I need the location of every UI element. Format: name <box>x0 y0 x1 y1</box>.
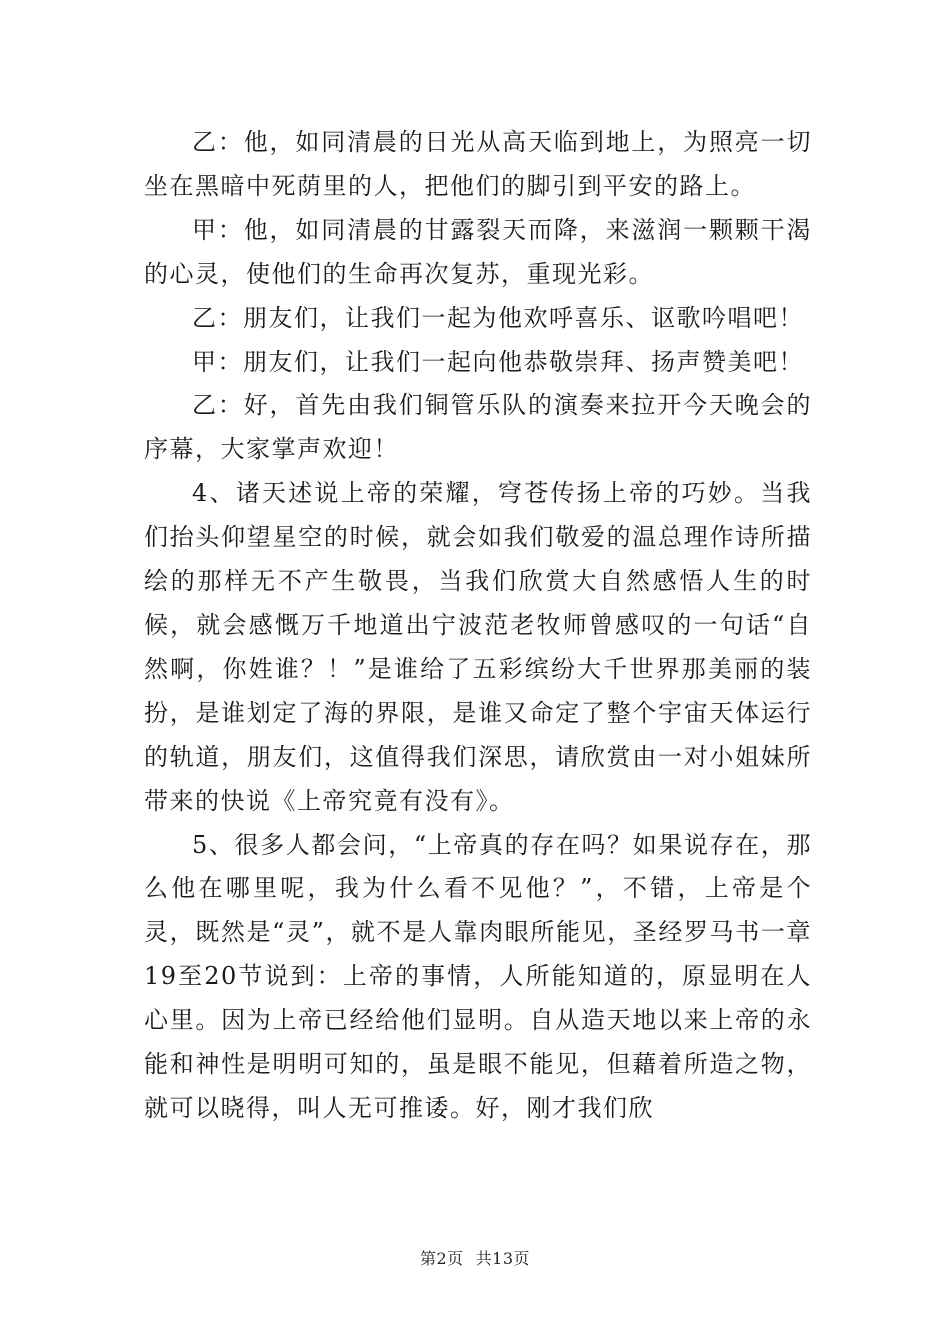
paragraph-2: 甲：他，如同清晨的甘露裂天而降，来滋润一颗颗干渴的心灵，使他们的生命再次复苏，重现光彩。 <box>144 215 812 288</box>
document-body <box>144 121 812 1131</box>
page-total: 共13页 <box>475 1249 531 1268</box>
paragraph-4: 甲：朋友们，让我们一起向他恭敬崇拜、扬声赞美吧！ <box>192 347 804 376</box>
paragraph-5: 乙：好，首先由我们铜管乐队的演奏来拉开今天晚会的序幕，大家掌声欢迎！ <box>144 391 812 464</box>
page-footer <box>0 1246 950 1269</box>
page-number: 第2页 <box>419 1249 464 1268</box>
paragraph-3: 乙：朋友们，让我们一起为他欢呼喜乐、讴歌吟唱吧！ <box>192 303 804 332</box>
paragraph-7: 5、很多人都会问，“上帝真的存在吗？如果说存在，那么他在哪里呢，我为什么看不见他？”，不错，上帝是个灵，既然是“灵”，就不是人靠肉眼所能见，圣经罗马书一章19至20节说到：上帝的事情，人所能知道的，原显明在人心里。因为上帝已经给他们显明。自从造天地以来上帝的永能和神性是明明可知的，虽是眼不能见，但藉着所造之物，就可以晓得，叫人无可推诿。好，刚才我们欣 <box>144 830 812 1122</box>
paragraph-6: 4、诸天述说上帝的荣耀，穹苍传扬上帝的巧妙。当我们抬头仰望星空的时候，就会如我们敬爱的温总理作诗所描绘的那样无不产生敬畏，当我们欣赏大自然感悟人生的时候，就会感慨万千地道出宁波范老牧师曾感叹的一句话“自然啊，你姓谁？！”是谁给了五彩缤纷大千世界那美丽的装扮，是谁划定了海的界限，是谁又命定了整个宇宙天体运行的轨道，朋友们，这值得我们深思，请欣赏由一对小姐妹所带来的快说《上帝究竟有没有》。 <box>144 479 812 815</box>
paragraph-1: 乙：他，如同清晨的日光从高天临到地上，为照亮一切坐在黑暗中死荫里的人，把他们的脚引到平安的路上。 <box>144 128 812 200</box>
